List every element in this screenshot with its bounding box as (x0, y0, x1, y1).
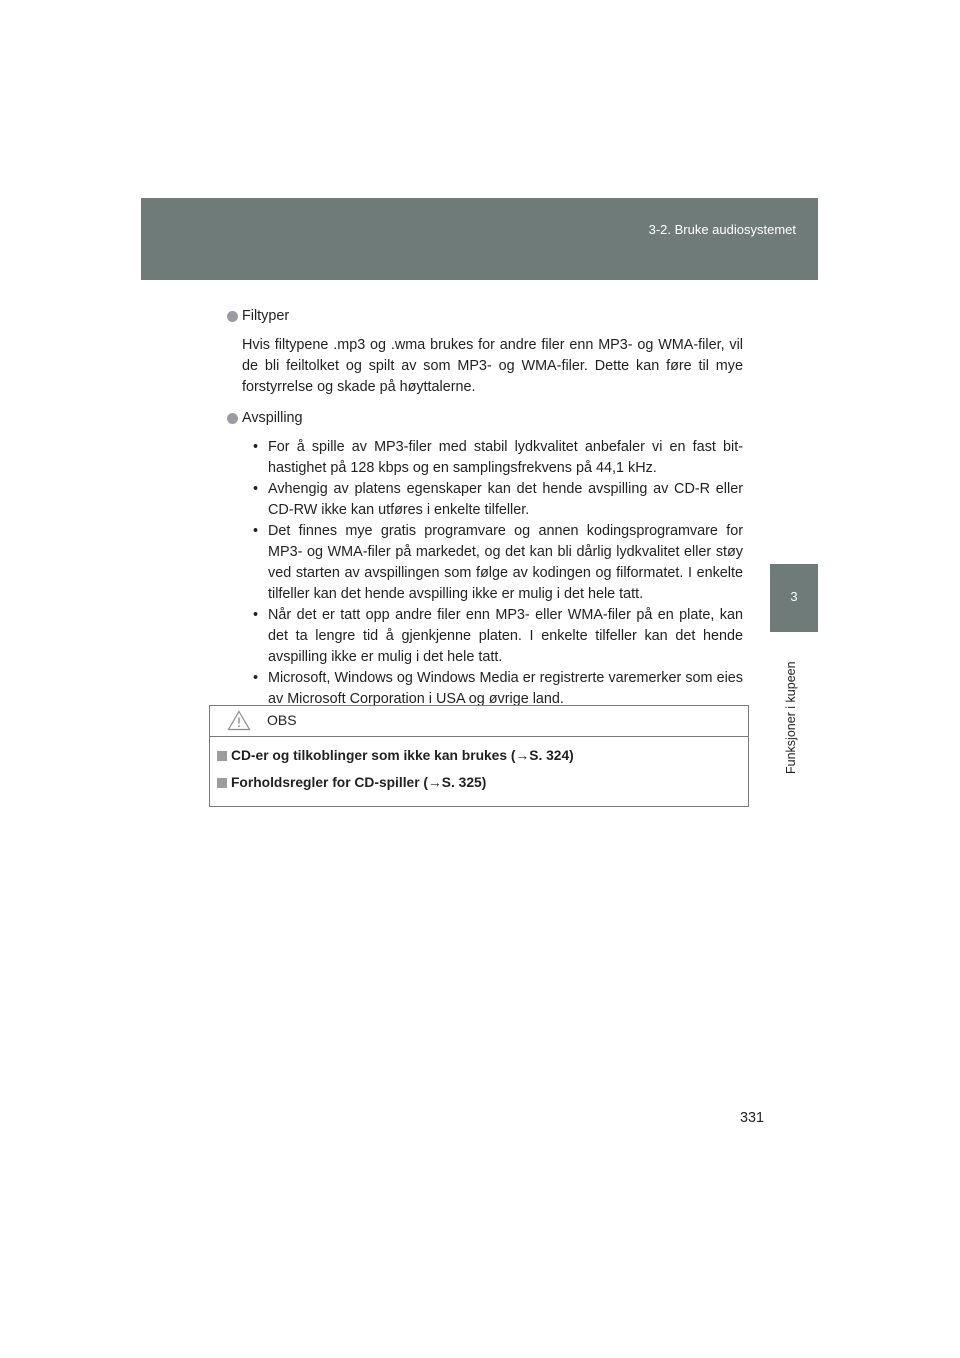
main-content (227, 306, 743, 710)
heading-text: Avspilling (242, 410, 303, 426)
warning-triangle-icon (227, 710, 251, 731)
notice-header (210, 706, 748, 737)
square-bullet-icon (217, 778, 227, 788)
list-item-text: Det finnes mye gratis programvare og annen kodingsprogramvare for MP3- og WMA-filer på markedet, og det kan bli dårlig lydkvalitet eller støy ved starten av avspillingen som følge av kodingen og filformatet. I enkelte tilfeller kan det hende avspilling ikke er mulig i det hele tatt. (268, 523, 743, 602)
section-title: 3-2. Bruke audiosystemet (648, 222, 796, 237)
list-item-text: Når det er tatt opp andre filer enn MP3- eller WMA-filer på en plate, kan det ta lengre tid å gjenkjenne platen. I enkelte tilfeller kan det hende avspilling ikke er mulig i det hele tatt. (268, 607, 743, 665)
section-heading-avspilling (227, 408, 743, 429)
bullet-list (227, 437, 743, 710)
list-item-text: Avhengig av platens egenskaper kan det hende avspilling av CD-R eller CD-RW ikke kan utføres i enkelte tilfeller. (268, 481, 743, 518)
chapter-tab[interactable] (770, 564, 818, 632)
notice-box (209, 705, 749, 807)
header-bar (141, 198, 818, 280)
list-item: • Når det er tatt opp andre filer enn MP3- eller WMA-filer på en plate, kan det ta lengre tid å gjenkjenne platen. I enkelte tilfeller kan det hende avspilling ikke er mulig i det hele tatt. (253, 607, 743, 665)
notice-item[interactable] (217, 775, 486, 790)
list-item: • Microsoft, Windows og Windows Media er registrerte varemerker som eies av Microsoft Corporation i USA og øvrige land. (253, 670, 743, 707)
bullet-dot-icon (227, 413, 238, 424)
square-bullet-icon (217, 751, 227, 761)
notice-title: OBS (267, 712, 297, 728)
heading-text: Filtyper (242, 308, 290, 324)
list-item: • Avhengig av platens egenskaper kan det hende avspilling av CD-R eller CD-RW ikke kan utføres i enkelte tilfeller. (253, 481, 743, 518)
chapter-title: Funksjoner i kupeen (784, 661, 798, 774)
chapter-number: 3 (790, 589, 798, 604)
section-heading-filtyper (227, 306, 743, 327)
list-item: • For å spille av MP3-filer med stabil lydkvalitet anbefaler vi en fast bit-hastighet på 128 kbps og en samplingsfrekvens på 44,1 kHz. (253, 439, 743, 476)
page-number: 331 (740, 1110, 765, 1126)
list-item: • Det finnes mye gratis programvare og annen kodingsprogramvare for MP3- og WMA-filer på markedet, og det kan bli dårlig lydkvalitet eller støy ved starten av avspillingen som følge av kodingen og filformatet. I enkelte tilfeller kan det hende avspilling ikke er mulig i det hele tatt. (253, 523, 743, 602)
notice-item-text: CD-er og tilkoblinger som ikke kan brukes (→S. 324) (231, 748, 574, 763)
paragraph: Hvis filtypene .mp3 og .wma brukes for andre filer enn MP3- og WMA-filer, vil de bli feiltolket og spilt av som MP3- og WMA-filer. Dette kan føre til mye forstyrrelse og skade på høyttalerne. (242, 337, 743, 395)
bullet-dot-icon (227, 311, 238, 322)
notice-item-text: Forholdsregler for CD-spiller (→S. 325) (231, 775, 487, 790)
notice-item[interactable] (217, 748, 574, 763)
list-item-text: For å spille av MP3-filer med stabil lydkvalitet anbefaler vi en fast bit-hastighet på 128 kbps og en samplingsfrekvens på 44,1 kHz. (268, 439, 743, 476)
list-item-text: Microsoft, Windows og Windows Media er registrerte varemerker som eies av Microsoft Corporation i USA og øvrige land. (268, 670, 743, 707)
